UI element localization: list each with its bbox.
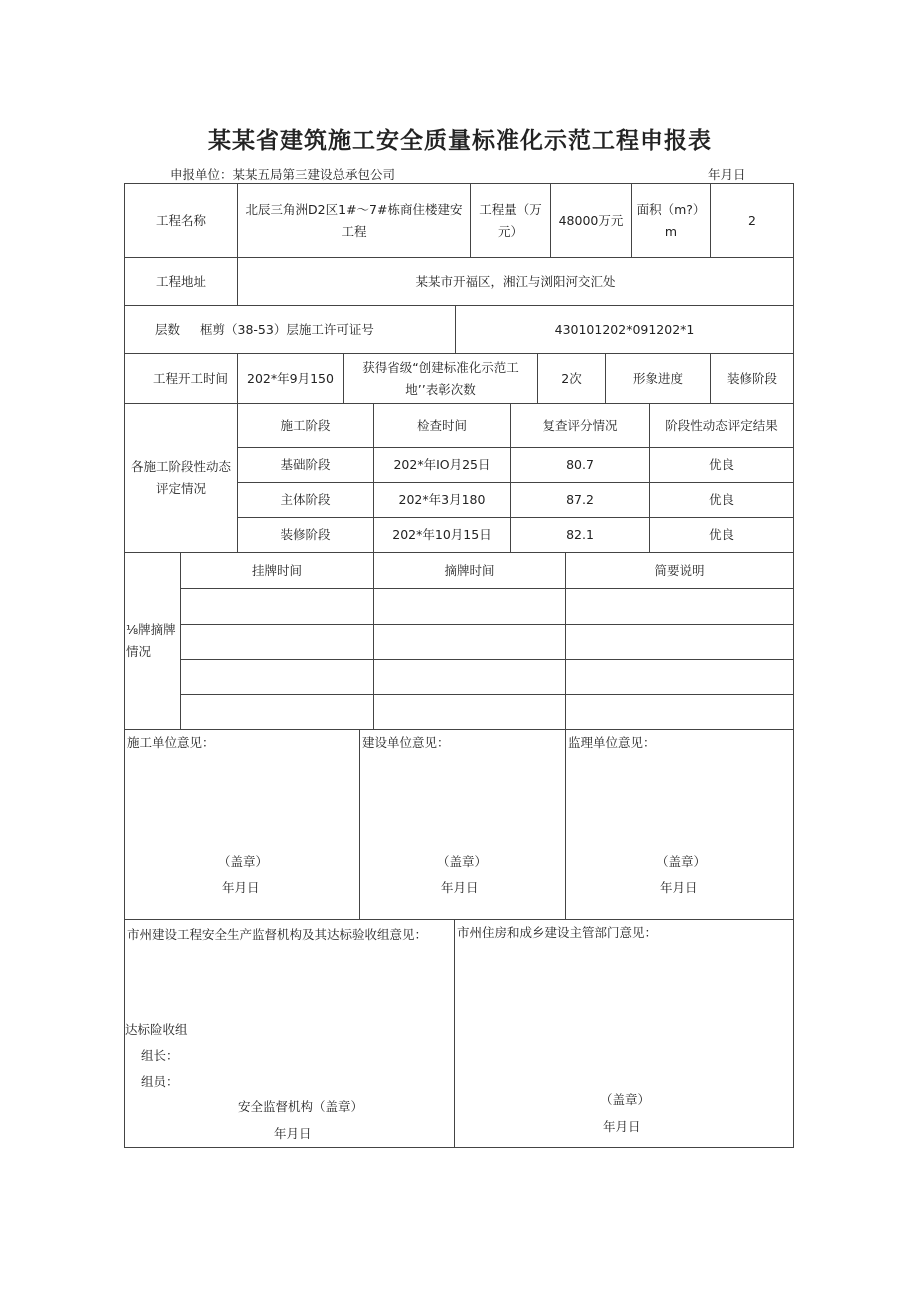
plaque-cell bbox=[373, 588, 566, 625]
plaque-header: 挂牌时间 bbox=[180, 552, 374, 589]
award-count: 2次 bbox=[537, 353, 606, 404]
stage-cell: 80.7 bbox=[510, 447, 650, 483]
stage-cell: 主体阶段 bbox=[237, 482, 374, 518]
label-floors: 层数 bbox=[155, 321, 181, 337]
applicant-line: 申报单位：某某五局第三建设总承包公司 bbox=[170, 167, 396, 182]
plaque-cell bbox=[180, 624, 374, 660]
supervisor-opinion-label: 监理单位意见： bbox=[568, 735, 656, 750]
plaque-cell bbox=[565, 694, 794, 730]
supervision-opinion-label: 市州建设工程安全生产监督机构及其达标验收组意见： bbox=[127, 927, 428, 942]
date-text: 年月日 bbox=[222, 880, 260, 895]
label-amount: 工程量（万元） bbox=[470, 183, 551, 258]
label-address: 工程地址 bbox=[124, 257, 238, 306]
stage-cell: 87.2 bbox=[510, 482, 650, 518]
stage-cell: 优良 bbox=[649, 517, 794, 553]
progress-value: 装修阶段 bbox=[710, 353, 794, 404]
group-leader: 组长： bbox=[141, 1048, 179, 1063]
plaque-header: 简要说明 bbox=[565, 552, 794, 589]
construction-opinion-label: 施工单位意见： bbox=[127, 735, 215, 750]
stage-cell: 202*年IO月25日 bbox=[373, 447, 511, 483]
bottom-right-seal: （盖章） bbox=[600, 1092, 651, 1107]
label-plaque: ⅛牌摘牌情况 bbox=[124, 552, 181, 730]
start-time: 202*年9月150 bbox=[237, 353, 344, 404]
project-name: 北辰三角洲D2区1#～7#栋商住楼建安工程 bbox=[237, 183, 471, 258]
plaque-cell bbox=[373, 694, 566, 730]
label-area: 面积（m?）m bbox=[631, 183, 711, 258]
plaque-cell bbox=[180, 694, 374, 730]
group-member: 组员： bbox=[141, 1074, 179, 1089]
floors-cell bbox=[124, 305, 456, 354]
stage-cell: 82.1 bbox=[510, 517, 650, 553]
label-progress: 形象进度 bbox=[605, 353, 711, 404]
stage-header: 施工阶段 bbox=[237, 403, 374, 448]
stage-header: 复查评分情况 bbox=[510, 403, 650, 448]
stage-cell: 202*年3月180 bbox=[373, 482, 511, 518]
acceptance-group: 达标险收组 bbox=[125, 1022, 188, 1037]
seal-text: （盖章） bbox=[218, 854, 269, 869]
bottom-left-date: 年月日 bbox=[274, 1126, 312, 1141]
housing-dept-opinion-label: 市州住房和成乡建设主管部门意见： bbox=[457, 925, 658, 940]
floors-value: 框剪（38-53）层施工许可证号 bbox=[200, 321, 374, 337]
seal-text: （盖章） bbox=[656, 854, 707, 869]
plaque-header: 摘牌时间 bbox=[373, 552, 566, 589]
label-start-time: 工程开工时间 bbox=[124, 353, 238, 404]
project-area: 2 bbox=[710, 183, 794, 258]
stage-header: 阶段性动态评定结果 bbox=[649, 403, 794, 448]
builder-opinion-label: 建设单位意见： bbox=[362, 735, 450, 750]
stage-cell: 基础阶段 bbox=[237, 447, 374, 483]
housing-dept-opinion-box bbox=[454, 919, 794, 1148]
plaque-cell bbox=[180, 588, 374, 625]
label-stage-eval: 各施工阶段性动态评定情况 bbox=[124, 403, 238, 553]
plaque-cell bbox=[565, 624, 794, 660]
header-date: 年月日 bbox=[708, 167, 746, 182]
label-award: 获得省级“创建标准化示范工地’’表彰次数 bbox=[343, 353, 538, 404]
project-amount: 48000万元 bbox=[550, 183, 632, 258]
stage-cell: 202*年10月15日 bbox=[373, 517, 511, 553]
date-text: 年月日 bbox=[660, 880, 698, 895]
label-project-name: 工程名称 bbox=[124, 183, 238, 258]
project-address: 某某市开福区，湘江与浏阳河交汇处 bbox=[237, 257, 794, 306]
stage-header: 检查时间 bbox=[373, 403, 511, 448]
plaque-cell bbox=[373, 659, 566, 695]
form-title: 某某省建筑施工安全质量标准化示范工程申报表 bbox=[208, 128, 712, 154]
plaque-cell bbox=[373, 624, 566, 660]
plaque-cell bbox=[565, 659, 794, 695]
stage-cell: 装修阶段 bbox=[237, 517, 374, 553]
bottom-right-date: 年月日 bbox=[603, 1119, 641, 1134]
agency-seal: 安全监督机构（盖章） bbox=[238, 1099, 364, 1114]
stage-cell: 优良 bbox=[649, 447, 794, 483]
permit-number: 430101202*091202*1 bbox=[455, 305, 794, 354]
seal-text: （盖章） bbox=[437, 854, 488, 869]
plaque-cell bbox=[565, 588, 794, 625]
plaque-cell bbox=[180, 659, 374, 695]
stage-cell: 优良 bbox=[649, 482, 794, 518]
date-text: 年月日 bbox=[441, 880, 479, 895]
